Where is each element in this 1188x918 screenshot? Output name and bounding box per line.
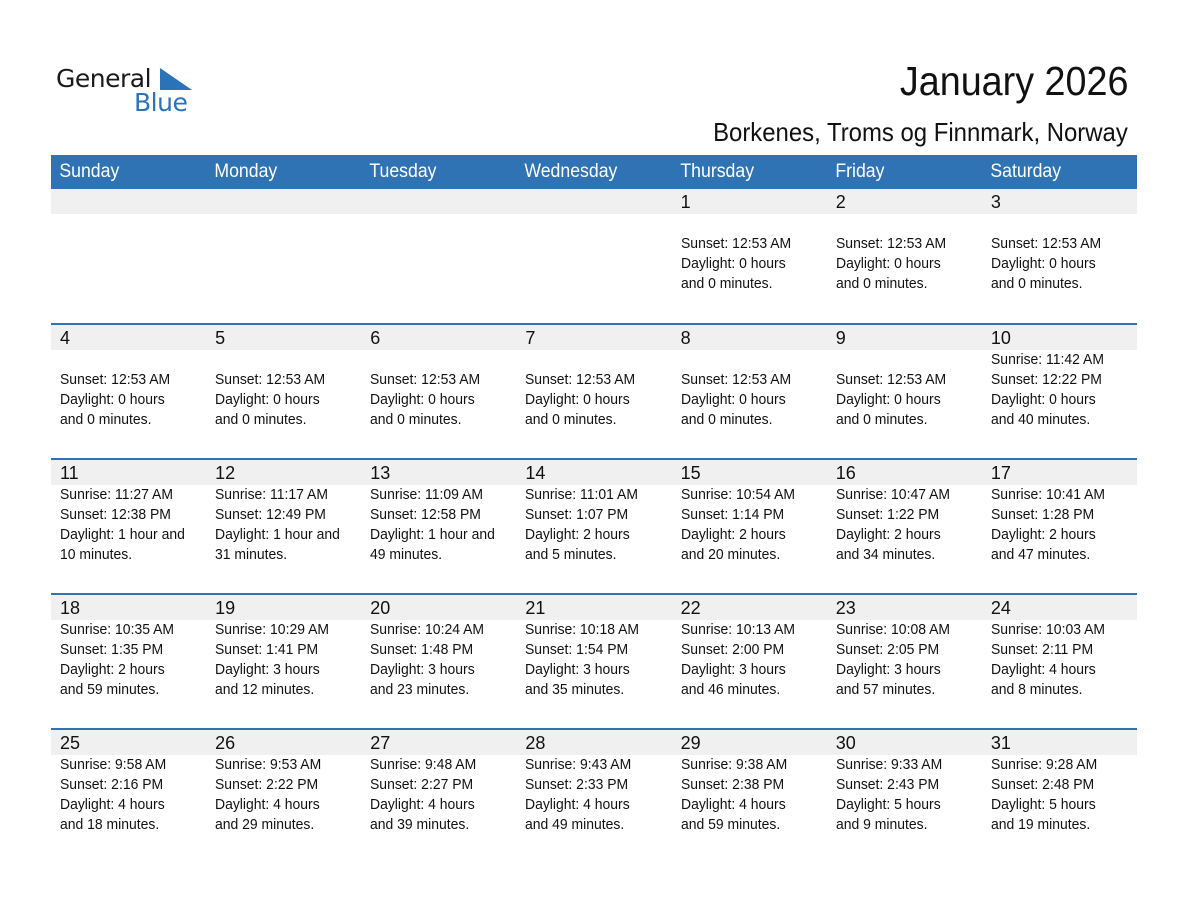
day-number: 11 <box>60 463 79 483</box>
sunset-line: Sunset: 12:49 PM <box>215 506 327 523</box>
day-cell <box>51 325 206 458</box>
day-cell <box>206 325 361 458</box>
daylight-line: Daylight: 0 hours <box>680 255 786 272</box>
day-number: 28 <box>525 733 546 753</box>
day-cell <box>827 325 982 458</box>
sun-info <box>60 620 174 700</box>
sunset-line: Sunset: 1:48 PM <box>370 641 474 658</box>
week-row <box>51 728 1137 863</box>
daylight-minutes-line: and 0 minutes. <box>990 275 1083 292</box>
day-cell <box>982 595 1137 728</box>
daylight-line: Daylight: 4 hours <box>215 796 320 813</box>
daylight-minutes-line: and 35 minutes. <box>525 681 625 698</box>
day-number: 2 <box>835 192 846 212</box>
sunset-line: Sunset: 12:58 PM <box>370 506 482 523</box>
logo-triangle-icon <box>160 68 192 90</box>
sun-info <box>991 755 1097 835</box>
sunrise-line: Sunrise: 10:47 AM <box>835 486 950 503</box>
day-cell <box>827 189 982 323</box>
daylight-line: Daylight: 3 hours <box>215 661 320 678</box>
daylight-line: Daylight: 0 hours <box>680 391 786 408</box>
day-cell <box>206 730 361 863</box>
sunset-line: Sunset: 12:53 AM <box>990 235 1101 252</box>
daylight-minutes-line: and 0 minutes. <box>215 411 307 428</box>
sun-info <box>991 350 1104 430</box>
sunset-line: Sunset: 1:54 PM <box>525 641 629 658</box>
day-number: 10 <box>990 328 1011 348</box>
daylight-line: Daylight: 0 hours <box>990 255 1096 272</box>
day-number: 4 <box>60 328 71 348</box>
empty-day-cell <box>51 189 206 323</box>
daylight-minutes-line: and 18 minutes. <box>60 816 160 833</box>
daylight-minutes-line: and 0 minutes. <box>835 275 928 292</box>
sunset-line: Sunset: 2:48 PM <box>990 776 1094 793</box>
day-number: 16 <box>835 463 856 483</box>
weekday-wednesday: Wednesday <box>524 161 618 182</box>
sun-info <box>991 485 1105 565</box>
daylight-line: Daylight: 2 hours <box>680 526 786 543</box>
sunset-line: Sunset: 12:53 AM <box>370 371 481 388</box>
sun-info <box>836 620 950 700</box>
daylight-minutes-line: and 0 minutes. <box>680 411 773 428</box>
sun-info <box>681 620 795 700</box>
day-number: 3 <box>990 192 1001 212</box>
daylight-minutes-line: and 29 minutes. <box>215 816 315 833</box>
day-number: 7 <box>525 328 536 348</box>
calendar-grid <box>51 155 1137 863</box>
sunset-line: Sunset: 12:53 AM <box>680 371 791 388</box>
weekday-tuesday: Tuesday <box>369 161 437 182</box>
day-cell <box>672 730 827 863</box>
daylight-line: Daylight: 0 hours <box>215 391 320 408</box>
daylight-minutes-line: and 8 minutes. <box>990 681 1083 698</box>
sunrise-line: Sunrise: 10:35 AM <box>60 621 174 638</box>
daylight-minutes-line: and 49 minutes. <box>525 816 625 833</box>
daylight-line: Daylight: 1 hour and <box>60 526 185 543</box>
day-number: 18 <box>60 598 81 618</box>
daylight-minutes-line: and 0 minutes. <box>60 411 152 428</box>
day-number: 1 <box>680 192 691 212</box>
sunset-line: Sunset: 1:41 PM <box>215 641 319 658</box>
daylight-minutes-line: and 34 minutes. <box>835 546 935 563</box>
daylight-line: Daylight: 0 hours <box>835 391 941 408</box>
sun-info <box>681 370 791 430</box>
daylight-line: Daylight: 3 hours <box>370 661 475 678</box>
daylight-minutes-line: 10 minutes. <box>60 546 133 563</box>
sunrise-line: Sunrise: 11:01 AM <box>525 486 639 503</box>
daylight-minutes-line: and 0 minutes. <box>680 275 773 292</box>
sun-info <box>370 755 476 835</box>
daylight-line: Daylight: 4 hours <box>370 796 475 813</box>
daylight-line: Daylight: 4 hours <box>990 661 1096 678</box>
day-cell <box>827 730 982 863</box>
day-cell <box>51 730 206 863</box>
week-days <box>51 595 1137 728</box>
day-number: 8 <box>680 328 691 348</box>
sunset-line: Sunset: 1:14 PM <box>680 506 784 523</box>
daylight-minutes-line: and 40 minutes. <box>990 411 1091 428</box>
daylight-minutes-line: and 20 minutes. <box>680 546 780 563</box>
daylight-line: Daylight: 4 hours <box>525 796 631 813</box>
sunset-line: Sunset: 12:38 PM <box>60 506 171 523</box>
day-number: 17 <box>990 463 1011 483</box>
sunrise-line: Sunrise: 9:38 AM <box>680 756 787 773</box>
daylight-line: Daylight: 2 hours <box>990 526 1096 543</box>
daylight-line: Daylight: 4 hours <box>60 796 165 813</box>
day-cell <box>672 325 827 458</box>
day-cell <box>827 595 982 728</box>
day-cell <box>982 189 1137 323</box>
weekday-saturday: Saturday <box>990 161 1061 182</box>
sun-info <box>681 234 791 294</box>
daylight-minutes-line: and 47 minutes. <box>990 546 1091 563</box>
daylight-line: Daylight: 3 hours <box>680 661 786 678</box>
sun-info <box>525 620 639 700</box>
day-number: 29 <box>680 733 701 753</box>
sunset-line: Sunset: 1:07 PM <box>525 506 629 523</box>
sunset-line: Sunset: 2:00 PM <box>680 641 784 658</box>
daylight-line: Daylight: 0 hours <box>370 391 475 408</box>
day-number: 21 <box>525 598 546 618</box>
sunset-line: Sunset: 12:53 AM <box>525 371 636 388</box>
sun-info <box>681 755 787 835</box>
day-cell <box>51 595 206 728</box>
day-cell <box>516 595 671 728</box>
day-number: 12 <box>215 463 236 483</box>
sunset-line: Sunset: 12:22 PM <box>990 371 1102 388</box>
empty-day-cell <box>206 189 361 323</box>
sunrise-line: Sunrise: 11:27 AM <box>60 486 173 503</box>
sun-info <box>370 370 480 430</box>
daylight-line: Daylight: 0 hours <box>835 255 941 272</box>
daylight-minutes-line: 49 minutes. <box>370 546 443 563</box>
empty-day-cell <box>361 189 516 323</box>
sunrise-line: Sunrise: 10:41 AM <box>990 486 1105 503</box>
day-cell <box>672 460 827 593</box>
sunset-line: Sunset: 12:53 AM <box>60 371 171 388</box>
daylight-line: Daylight: 1 hour and <box>215 526 341 543</box>
daylight-minutes-line: and 12 minutes. <box>215 681 315 698</box>
sunrise-line: Sunrise: 10:03 AM <box>990 621 1105 638</box>
daylight-minutes-line: and 59 minutes. <box>680 816 780 833</box>
day-cell <box>516 730 671 863</box>
sun-info <box>60 755 166 835</box>
page-title: January 2026 <box>899 58 1128 104</box>
sunrise-line: Sunrise: 10:24 AM <box>370 621 485 638</box>
sun-info <box>215 485 340 565</box>
sunset-line: Sunset: 2:22 PM <box>215 776 319 793</box>
sunset-line: Sunset: 1:35 PM <box>60 641 164 658</box>
daylight-line: Daylight: 0 hours <box>990 391 1096 408</box>
sunset-line: Sunset: 2:05 PM <box>835 641 939 658</box>
day-cell <box>361 325 516 458</box>
daylight-line: Daylight: 0 hours <box>525 391 631 408</box>
sunrise-line: Sunrise: 9:48 AM <box>370 756 477 773</box>
daylight-line: Daylight: 0 hours <box>60 391 165 408</box>
day-cell <box>982 460 1137 593</box>
day-number: 23 <box>835 598 856 618</box>
sunset-line: Sunset: 1:22 PM <box>835 506 939 523</box>
week-row <box>51 189 1137 323</box>
sun-info <box>60 370 170 430</box>
week-row <box>51 458 1137 593</box>
daylight-line: Daylight: 2 hours <box>835 526 941 543</box>
day-cell <box>361 595 516 728</box>
daylight-minutes-line: and 39 minutes. <box>370 816 470 833</box>
day-cell <box>361 460 516 593</box>
day-number: 31 <box>990 733 1011 753</box>
sunset-line: Sunset: 2:11 PM <box>990 641 1093 658</box>
day-number: 14 <box>525 463 546 483</box>
day-number: 30 <box>835 733 856 753</box>
day-number: 25 <box>60 733 81 753</box>
daylight-line: Daylight: 5 hours <box>835 796 941 813</box>
week-days <box>51 189 1137 323</box>
sunrise-line: Sunrise: 11:17 AM <box>215 486 329 503</box>
daylight-line: Daylight: 3 hours <box>525 661 631 678</box>
daylight-minutes-line: and 59 minutes. <box>60 681 160 698</box>
sunset-line: Sunset: 12:53 AM <box>835 235 946 252</box>
day-number: 9 <box>835 328 846 348</box>
sun-info <box>370 485 495 565</box>
sunrise-line: Sunrise: 11:09 AM <box>370 486 484 503</box>
day-cell <box>982 325 1137 458</box>
sunset-line: Sunset: 2:16 PM <box>60 776 164 793</box>
day-cell <box>206 460 361 593</box>
weekday-header-row <box>51 155 1137 189</box>
sunset-line: Sunset: 2:38 PM <box>680 776 784 793</box>
sunrise-line: Sunrise: 9:53 AM <box>215 756 322 773</box>
sunset-line: Sunset: 12:53 AM <box>215 371 326 388</box>
day-cell <box>361 730 516 863</box>
weekday-monday: Monday <box>214 161 278 182</box>
daylight-minutes-line: 31 minutes. <box>215 546 288 563</box>
week-days <box>51 325 1137 458</box>
logo <box>56 64 196 118</box>
sunrise-line: Sunrise: 9:43 AM <box>525 756 632 773</box>
sunrise-line: Sunrise: 11:42 AM <box>990 351 1104 368</box>
sun-info <box>60 485 185 565</box>
day-number: 15 <box>680 463 701 483</box>
weekday-friday: Friday <box>835 161 885 182</box>
sunset-line: Sunset: 2:27 PM <box>370 776 474 793</box>
daylight-line: Daylight: 5 hours <box>990 796 1096 813</box>
day-cell <box>827 460 982 593</box>
sunrise-line: Sunrise: 9:28 AM <box>990 756 1098 773</box>
sunrise-line: Sunrise: 10:18 AM <box>525 621 640 638</box>
day-cell <box>206 595 361 728</box>
sun-info <box>681 485 795 565</box>
sunset-line: Sunset: 12:53 AM <box>680 235 791 252</box>
day-number: 13 <box>370 463 391 483</box>
sunrise-line: Sunrise: 9:33 AM <box>835 756 942 773</box>
sunrise-line: Sunrise: 10:54 AM <box>680 486 795 503</box>
weekday-thursday: Thursday <box>679 161 754 182</box>
sun-info <box>991 620 1105 700</box>
daylight-minutes-line: and 0 minutes. <box>370 411 462 428</box>
sunset-line: Sunset: 2:33 PM <box>525 776 629 793</box>
daylight-line: Daylight: 3 hours <box>835 661 941 678</box>
daylight-minutes-line: and 0 minutes. <box>525 411 617 428</box>
week-row <box>51 593 1137 728</box>
sunrise-line: Sunrise: 10:29 AM <box>215 621 330 638</box>
day-cell <box>516 460 671 593</box>
day-number: 27 <box>370 733 391 753</box>
sun-info <box>991 234 1101 294</box>
sun-info <box>836 370 946 430</box>
sun-info <box>215 620 329 700</box>
week-row <box>51 323 1137 458</box>
day-number: 5 <box>215 328 226 348</box>
day-number: 19 <box>215 598 236 618</box>
day-cell <box>516 325 671 458</box>
day-number: 24 <box>990 598 1011 618</box>
sun-info <box>836 485 950 565</box>
sun-info <box>525 755 631 835</box>
daylight-minutes-line: and 0 minutes. <box>835 411 928 428</box>
sun-info <box>836 234 946 294</box>
sunrise-line: Sunrise: 10:08 AM <box>835 621 950 638</box>
day-number: 26 <box>215 733 236 753</box>
location-subtitle: Borkenes, Troms og Finnmark, Norway <box>713 117 1128 147</box>
daylight-minutes-line: and 9 minutes. <box>835 816 928 833</box>
sun-info <box>525 485 638 565</box>
sunrise-line: Sunrise: 9:58 AM <box>60 756 167 773</box>
sun-info <box>215 755 321 835</box>
day-cell <box>672 189 827 323</box>
day-cell <box>672 595 827 728</box>
weeks-container <box>51 189 1137 863</box>
day-cell <box>51 460 206 593</box>
empty-day-cell <box>516 189 671 323</box>
day-number: 22 <box>680 598 701 618</box>
sun-info <box>525 370 635 430</box>
day-cell <box>982 730 1137 863</box>
daylight-line: Daylight: 2 hours <box>525 526 631 543</box>
daylight-minutes-line: and 57 minutes. <box>835 681 935 698</box>
day-number: 6 <box>370 328 381 348</box>
week-days <box>51 730 1137 863</box>
daylight-line: Daylight: 4 hours <box>680 796 786 813</box>
sunset-line: Sunset: 1:28 PM <box>990 506 1094 523</box>
daylight-minutes-line: and 5 minutes. <box>525 546 617 563</box>
sunset-line: Sunset: 12:53 AM <box>835 371 946 388</box>
sunrise-line: Sunrise: 10:13 AM <box>680 621 795 638</box>
daylight-line: Daylight: 2 hours <box>60 661 165 678</box>
sunset-line: Sunset: 2:43 PM <box>835 776 939 793</box>
sun-info <box>215 370 325 430</box>
daylight-minutes-line: and 19 minutes. <box>990 816 1091 833</box>
daylight-minutes-line: and 23 minutes. <box>370 681 470 698</box>
daylight-minutes-line: and 46 minutes. <box>680 681 780 698</box>
day-number: 20 <box>370 598 391 618</box>
daylight-line: Daylight: 1 hour and <box>370 526 496 543</box>
logo-word-blue: Blue <box>134 88 188 117</box>
weekday-sunday: Sunday <box>59 161 120 182</box>
sun-info <box>370 620 484 700</box>
logo-word-general: General <box>56 64 152 93</box>
sun-info <box>836 755 942 835</box>
week-days <box>51 460 1137 593</box>
